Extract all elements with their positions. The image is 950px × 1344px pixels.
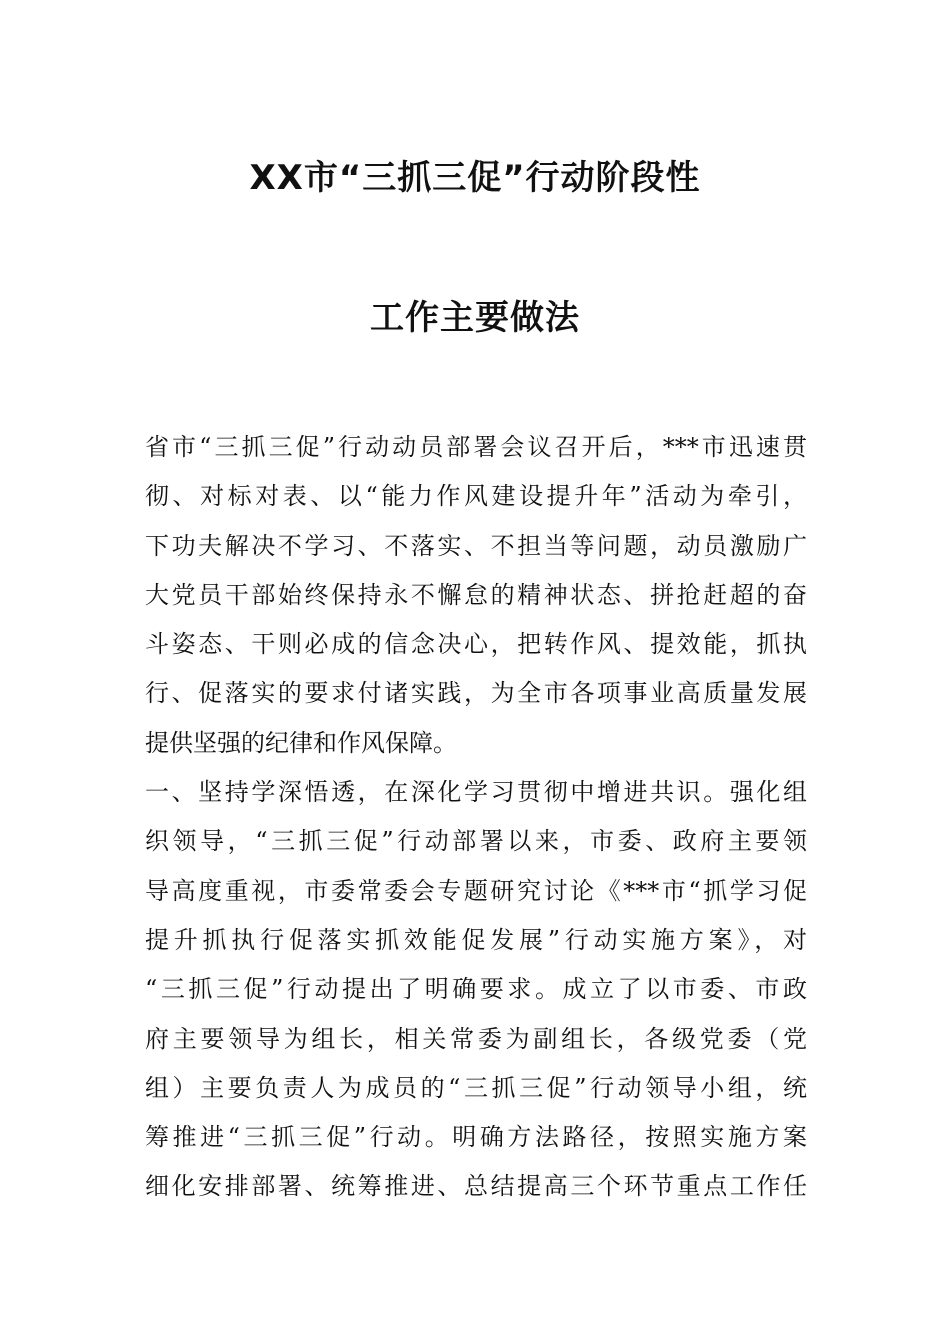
body-text-line: 一、坚持学深悟透，在深化学习贯彻中增进共识。强化组	[145, 778, 807, 807]
body-text-line: 省市“三抓三促”行动动员部署会议召开后，***市迅速贯	[145, 433, 807, 461]
document-body	[145, 423, 807, 1212]
body-text-line: 筹推进“三抓三促”行动。明确方法路径，按照实施方案	[145, 1123, 807, 1152]
document-title-line-2: 工作主要做法	[370, 298, 580, 338]
body-text-line: 行、促落实的要求付诸实践，为全市各项事业高质量发展	[145, 679, 807, 708]
body-text-line: 细化安排部署、统筹推进、总结提高三个环节重点工作任	[145, 1172, 807, 1201]
body-text-line: 组）主要负责人为成员的“三抓三促”行动领导小组，统	[145, 1073, 807, 1102]
body-text-line: 斗姿态、干则必成的信念决心，把转作风、提效能，抓执	[145, 630, 807, 659]
body-text-line: 下功夫解决不学习、不落实、不担当等问题，动员激励广	[145, 531, 807, 560]
body-text-line: 织领导，“三抓三促”行动部署以来，市委、政府主要领	[145, 827, 807, 856]
body-text-line: 导高度重视，市委常委会专题研究讨论《***市“抓学习促	[145, 876, 807, 905]
body-text-line: 彻、对标对表、以“能力作风建设提升年”活动为牵引，	[145, 482, 807, 511]
body-text-line: “三抓三促”行动提出了明确要求。成立了以市委、市政	[145, 975, 807, 1004]
body-text-line: 提供坚强的纪律和作风保障。	[145, 728, 457, 757]
document-title-line-1: XX市“三抓三促”行动阶段性	[249, 158, 701, 198]
body-text-line: 府主要领导为组长，相关常委为副组长，各级党委（党	[145, 1024, 807, 1053]
body-text-line: 大党员干部始终保持永不懈怠的精神状态、拼抢赶超的奋	[145, 580, 807, 609]
body-text-line: 提升抓执行促落实抓效能促发展”行动实施方案》，对	[145, 925, 807, 954]
